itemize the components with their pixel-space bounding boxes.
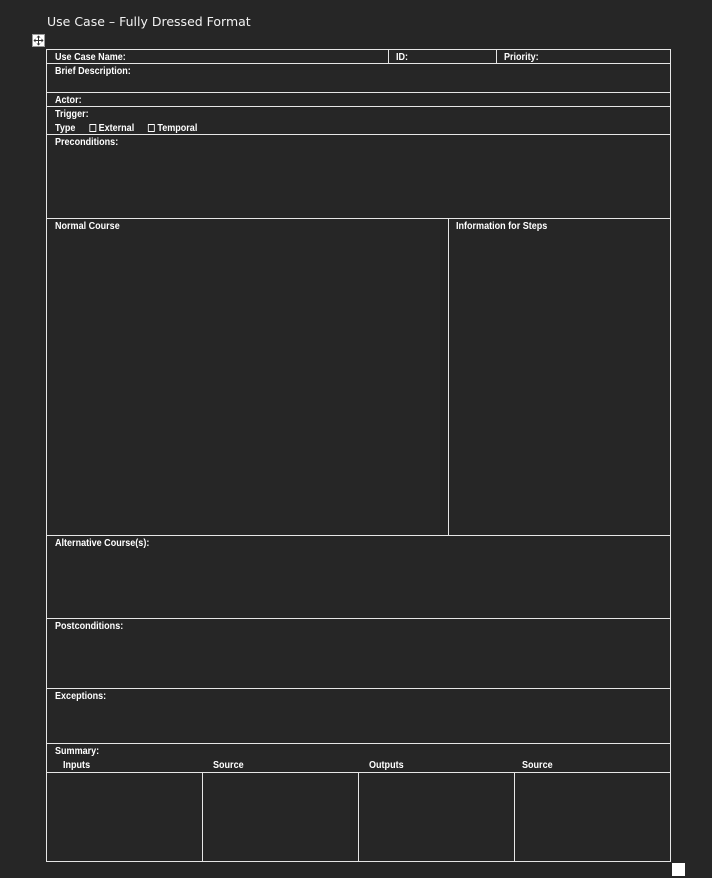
column-divider (358, 772, 359, 862)
column-divider (514, 772, 515, 862)
column-divider (496, 49, 497, 64)
row-divider (46, 218, 671, 219)
table-border-right (670, 49, 671, 862)
temporal-option-label: Temporal (157, 122, 198, 134)
summary-column-outputs: Outputs (369, 759, 404, 771)
trigger-label: Trigger: (55, 108, 89, 120)
table-resize-handle-icon[interactable] (672, 863, 685, 876)
external-option-label: External (98, 122, 135, 134)
column-divider (448, 218, 449, 536)
postconditions-label: Postconditions: (55, 620, 124, 632)
row-divider (46, 535, 671, 536)
column-divider (202, 772, 203, 862)
row-divider (46, 106, 671, 107)
summary-column-source: Source (213, 759, 244, 771)
row-divider (46, 63, 671, 64)
brief-description-label: Brief Description: (55, 65, 131, 77)
column-divider (388, 49, 389, 64)
row-divider (46, 92, 671, 93)
id-label: ID: (396, 51, 409, 63)
priority-label: Priority: (504, 51, 539, 63)
actor-label: Actor: (55, 94, 82, 106)
summary-label: Summary: (55, 745, 100, 757)
type-option-temporal[interactable] (148, 122, 197, 134)
row-divider (46, 743, 671, 744)
summary-column-source: Source (522, 759, 553, 771)
use-case-form-table (46, 49, 671, 862)
document-title: Use Case – Fully Dressed Format (47, 14, 251, 29)
temporal-checkbox-icon[interactable] (148, 124, 155, 132)
row-divider (46, 618, 671, 619)
table-border-left (46, 49, 47, 862)
normal-course-label: Normal Course (55, 220, 120, 232)
summary-column-inputs: Inputs (63, 759, 91, 771)
use-case-name-label: Use Case Name: (55, 51, 126, 63)
exceptions-label: Exceptions: (55, 690, 107, 702)
row-divider (46, 688, 671, 689)
row-divider (46, 134, 671, 135)
external-checkbox-icon[interactable] (89, 124, 96, 132)
preconditions-label: Preconditions: (55, 136, 119, 148)
type-label: Type (55, 122, 76, 134)
table-border-top (46, 49, 671, 50)
type-option-external[interactable] (89, 122, 134, 134)
information-for-steps-label: Information for Steps (456, 220, 548, 232)
alternative-courses-label: Alternative Course(s): (55, 537, 150, 549)
table-move-handle-icon[interactable] (32, 34, 45, 47)
trigger-type-row (55, 122, 197, 134)
